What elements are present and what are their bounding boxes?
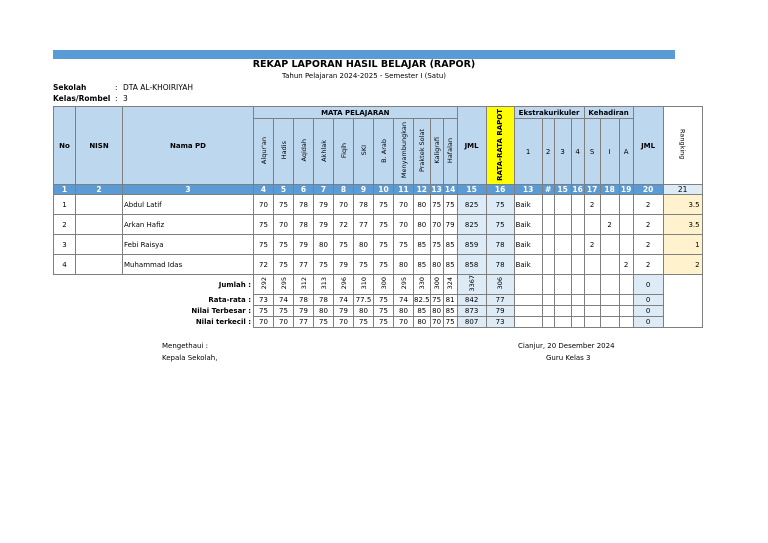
summary-row-terbesar (54, 306, 703, 317)
student-score: 79 (443, 215, 457, 235)
summary-score: 74 (334, 295, 354, 306)
student-nisn (76, 195, 123, 215)
student-score: 75 (254, 235, 274, 255)
summary-score: 70 (254, 317, 274, 328)
column-number: 9 (354, 185, 374, 195)
student-score: 70 (254, 195, 274, 215)
student-no: 1 (54, 195, 76, 215)
header-subject: Hafalan (443, 119, 457, 185)
student-nisn (76, 255, 123, 275)
student-ekstra-4 (571, 215, 584, 235)
summary-score: 75 (314, 317, 334, 328)
report-title: REKAP LAPORAN HASIL BELAJAR (RAPOR) (252, 59, 476, 70)
summary-empty (542, 306, 554, 317)
summary-empty (514, 306, 542, 317)
column-number: 17 (584, 185, 600, 195)
summary-empty (619, 295, 633, 306)
summary-empty (554, 275, 571, 295)
summary-empty (542, 317, 554, 328)
student-score: 75 (354, 255, 374, 275)
column-number: 16 (572, 185, 583, 194)
summary-score: 77 (294, 317, 314, 328)
summary-empty (584, 306, 600, 317)
column-number: 15 (457, 185, 486, 195)
header-ekstra-col: 2 (542, 119, 554, 185)
header-nisn: NISN (76, 107, 123, 185)
summary-score: 80 (414, 317, 431, 328)
column-number: 2 (76, 185, 123, 195)
student-ekstra-1: Baik (514, 235, 542, 255)
student-ekstra-2 (542, 215, 554, 235)
report-subtitle: Tahun Pelajaran 2024-2025 - Semester I (Satu) (282, 72, 446, 80)
header-rangking: Rangking (663, 107, 702, 185)
student-izin (600, 235, 619, 255)
student-score: 79 (334, 255, 354, 275)
student-score: 80 (430, 255, 443, 275)
student-izin: 2 (600, 215, 619, 235)
student-alpa: 2 (619, 255, 633, 275)
student-score: 80 (414, 215, 431, 235)
column-number: 7 (314, 185, 334, 195)
summary-score: 80 (430, 306, 443, 317)
student-score: 75 (334, 235, 354, 255)
summary-rata: 73 (486, 317, 514, 328)
student-score: 75 (274, 255, 294, 275)
header-subject: Hadis (274, 119, 294, 185)
summary-score: 81 (443, 295, 457, 306)
footer-kepala-sekolah: Kepala Sekolah, (162, 354, 218, 362)
header-kehadiran-col: I (600, 119, 619, 185)
summary-jml: 842 (457, 295, 486, 306)
student-ekstra-1: Baik (514, 195, 542, 215)
class-value: 3 (123, 94, 128, 103)
header-accent-bar (53, 50, 675, 59)
column-number: 21 (663, 185, 702, 195)
student-name: Arkan Hafiz (123, 215, 254, 235)
summary-score: 75 (274, 306, 294, 317)
student-rata: 75 (486, 195, 514, 215)
column-number: 8 (334, 185, 354, 195)
student-nisn (76, 215, 123, 235)
student-rata: 78 (486, 235, 514, 255)
summary-jml: 873 (457, 306, 486, 317)
student-jml: 859 (457, 235, 486, 255)
header-subject: Kaligrafi (430, 119, 443, 185)
summary-label: Jumlah : (218, 280, 251, 289)
column-number: 5 (274, 185, 294, 195)
student-ekstra-4 (571, 195, 584, 215)
student-alpa (619, 215, 633, 235)
student-name: Febi Raisya (123, 235, 254, 255)
header-kehadiran-col: A (619, 119, 633, 185)
summary-score: 70 (274, 317, 294, 328)
student-score: 80 (414, 195, 431, 215)
summary-empty (542, 295, 554, 306)
header-jml-kehadiran: JML (633, 107, 663, 185)
summary-empty (619, 317, 633, 328)
student-score: 78 (294, 195, 314, 215)
student-row (54, 235, 703, 255)
summary-empty (571, 306, 584, 317)
header-subject: Aqidah (294, 119, 314, 185)
header-jml: JML (457, 107, 486, 185)
footer-place-date: Cianjur, 20 Desember 2024 (518, 342, 615, 350)
header-mata-pelajaran: MATA PELAJARAN (254, 107, 458, 119)
summary-score: 79 (294, 306, 314, 317)
student-score: 70 (334, 195, 354, 215)
summary-empty (554, 317, 571, 328)
student-score: 80 (314, 235, 334, 255)
school-separator: : (115, 83, 118, 92)
summary-score: 85 (443, 306, 457, 317)
student-no: 2 (54, 215, 76, 235)
header-subject: Akhlak (314, 119, 334, 185)
summary-empty (600, 306, 619, 317)
student-score: 85 (414, 255, 431, 275)
student-score: 85 (443, 235, 457, 255)
column-number: 6 (294, 185, 314, 195)
student-ekstra-2 (542, 195, 554, 215)
student-score: 79 (294, 235, 314, 255)
student-jml-kehadiran: 2 (633, 215, 663, 235)
student-score: 79 (314, 215, 334, 235)
summary-score: 75 (374, 306, 394, 317)
student-ekstra-3 (554, 195, 571, 215)
student-score: 80 (354, 235, 374, 255)
student-no: 3 (54, 235, 76, 255)
student-rangking: 3.5 (663, 215, 702, 235)
summary-score: 75 (443, 317, 457, 328)
column-number: 10 (374, 185, 394, 195)
student-name: Muhammad Idas (123, 255, 254, 275)
student-score: 75 (430, 195, 443, 215)
student-score: 85 (414, 235, 431, 255)
student-rangking: 1 (663, 235, 702, 255)
student-score: 70 (274, 215, 294, 235)
summary-empty (600, 317, 619, 328)
column-number: 18 (600, 185, 619, 195)
student-izin (600, 255, 619, 275)
summary-row-rata-rata (54, 295, 703, 306)
summary-jml-kehadiran: 0 (633, 306, 663, 317)
summary-rata: 79 (486, 306, 514, 317)
student-score: 75 (374, 195, 394, 215)
student-score: 70 (394, 195, 414, 215)
student-jml: 858 (457, 255, 486, 275)
summary-score: 85 (414, 306, 431, 317)
footer-mengetahui: Mengethaui : (162, 342, 208, 350)
column-number: 14 (444, 185, 456, 194)
summary-score: 78 (294, 295, 314, 306)
summary-label: Nilai terkecil : (195, 318, 251, 326)
summary-rangking-empty (663, 275, 702, 328)
header-row-1 (54, 107, 703, 119)
summary-row-terkecil (54, 317, 703, 328)
student-score: 77 (294, 255, 314, 275)
student-score: 75 (314, 255, 334, 275)
summary-score: 296 (334, 275, 354, 295)
header-ekstra-col: 3 (554, 119, 571, 185)
student-jml: 825 (457, 215, 486, 235)
summary-score: 79 (334, 306, 354, 317)
summary-score: 73 (254, 295, 274, 306)
student-sakit: 2 (584, 195, 600, 215)
student-rata: 78 (486, 255, 514, 275)
student-jml-kehadiran: 2 (633, 235, 663, 255)
summary-score: 295 (394, 275, 414, 295)
summary-score: 70 (394, 317, 414, 328)
column-number: 16 (486, 185, 514, 195)
student-sakit (584, 215, 600, 235)
summary-jml-kehadiran: 0 (633, 275, 663, 295)
summary-score: 300 (430, 275, 443, 295)
column-number: 12 (414, 185, 431, 195)
student-alpa (619, 235, 633, 255)
student-no: 4 (54, 255, 76, 275)
student-rangking: 2 (663, 255, 702, 275)
column-number: 13 (514, 185, 542, 195)
summary-score: 77.5 (354, 295, 374, 306)
header-ekstrakurikuler: Ekstrakurikuler (514, 107, 584, 119)
summary-empty (571, 295, 584, 306)
student-score: 85 (443, 255, 457, 275)
student-score: 75 (443, 195, 457, 215)
summary-empty (619, 306, 633, 317)
header-subject: Fiqih (334, 119, 354, 185)
student-score: 80 (394, 255, 414, 275)
summary-empty (554, 306, 571, 317)
summary-label: Nilai Terbesar : (191, 307, 251, 315)
student-score: 75 (274, 195, 294, 215)
summary-score: 330 (414, 275, 431, 295)
summary-score: 75 (374, 295, 394, 306)
student-ekstra-2 (542, 255, 554, 275)
student-rata: 75 (486, 215, 514, 235)
student-ekstra-3 (554, 215, 571, 235)
column-number: 3 (123, 185, 254, 195)
header-kehadiran-col: S (584, 119, 600, 185)
student-ekstra-1: Baik (514, 215, 542, 235)
summary-empty (571, 317, 584, 328)
summary-label: Rata-rata : (208, 296, 251, 304)
summary-empty (619, 275, 633, 295)
student-sakit: 2 (584, 235, 600, 255)
summary-score: 75 (430, 295, 443, 306)
student-score: 75 (254, 215, 274, 235)
class-label: Kelas/Rombel (53, 94, 111, 103)
summary-score: 292 (254, 275, 274, 295)
summary-score: 313 (314, 275, 334, 295)
header-ekstra-col: 4 (571, 119, 584, 185)
student-score: 70 (430, 215, 443, 235)
summary-jml-kehadiran: 0 (633, 317, 663, 328)
column-number: 19 (620, 185, 632, 194)
header-subject: B. Arab (374, 119, 394, 185)
summary-score: 312 (294, 275, 314, 295)
header-subject: SKI (354, 119, 374, 185)
footer-guru-kelas: Guru Kelas 3 (546, 354, 591, 362)
summary-row-jumlah (54, 275, 703, 295)
column-number: 15 (554, 185, 571, 195)
student-score: 72 (334, 215, 354, 235)
student-ekstra-1: Baik (514, 255, 542, 275)
header-subject: Alqur'an (254, 119, 274, 185)
student-ekstra-3 (554, 235, 571, 255)
summary-score: 82.5 (414, 296, 430, 304)
student-row (54, 255, 703, 275)
summary-rata: 77 (486, 295, 514, 306)
summary-score: 70 (430, 317, 443, 328)
summary-score: 75 (254, 306, 274, 317)
school-info (53, 83, 193, 92)
student-score: 79 (314, 195, 334, 215)
school-value: DTA AL-KHOIRIYAH (123, 83, 194, 92)
student-score: 75 (274, 235, 294, 255)
summary-empty (584, 317, 600, 328)
student-ekstra-3 (554, 255, 571, 275)
student-ekstra-2 (542, 235, 554, 255)
summary-score: 80 (394, 306, 414, 317)
student-izin (600, 195, 619, 215)
summary-empty (542, 275, 554, 295)
student-jml-kehadiran: 2 (633, 195, 663, 215)
summary-score: 75 (354, 317, 374, 328)
header-kehadiran: Kehadiran (584, 107, 633, 119)
student-rangking: 3.5 (663, 195, 702, 215)
summary-empty (600, 295, 619, 306)
column-number-row (54, 185, 703, 195)
student-score: 78 (354, 195, 374, 215)
student-score: 75 (394, 235, 414, 255)
header-subject: Menyambungkan (394, 119, 414, 185)
summary-jml: 3367 (457, 275, 486, 295)
header-ekstra-col: 1 (514, 119, 542, 185)
summary-score: 295 (274, 275, 294, 295)
class-separator: : (115, 94, 118, 103)
student-nisn (76, 235, 123, 255)
student-row (54, 195, 703, 215)
summary-empty (600, 275, 619, 295)
report-table (53, 106, 703, 328)
column-number: 4 (254, 185, 274, 195)
class-info (53, 94, 128, 103)
summary-empty (514, 275, 542, 295)
student-score: 77 (354, 215, 374, 235)
student-name: Abdul Latif (123, 195, 254, 215)
header-no: No (54, 107, 76, 185)
school-label: Sekolah (53, 83, 87, 92)
summary-score: 80 (314, 306, 334, 317)
summary-empty (571, 275, 584, 295)
summary-score: 80 (354, 306, 374, 317)
summary-score: 324 (443, 275, 457, 295)
student-score: 72 (254, 255, 274, 275)
student-score: 75 (374, 255, 394, 275)
student-row (54, 215, 703, 235)
summary-score: 75 (374, 317, 394, 328)
summary-empty (514, 295, 542, 306)
summary-empty (514, 317, 542, 328)
student-score: 75 (374, 215, 394, 235)
summary-score: 300 (374, 275, 394, 295)
header-rata-rata-rapot: RATA-RATA RAPOT (486, 107, 514, 185)
summary-jml-kehadiran: 0 (633, 295, 663, 306)
summary-empty (584, 295, 600, 306)
summary-score: 70 (334, 317, 354, 328)
summary-score: 310 (354, 275, 374, 295)
student-ekstra-4 (571, 235, 584, 255)
student-score: 75 (374, 235, 394, 255)
summary-empty (554, 295, 571, 306)
column-number: 20 (633, 185, 663, 195)
student-jml: 825 (457, 195, 486, 215)
student-score: 75 (430, 235, 443, 255)
summary-score: 74 (274, 295, 294, 306)
student-score: 70 (394, 215, 414, 235)
header-subject: Praktek Solat (414, 119, 431, 185)
summary-rata: 306 (486, 275, 514, 295)
student-score: 78 (294, 215, 314, 235)
summary-empty (584, 275, 600, 295)
student-sakit (584, 255, 600, 275)
column-number: # (542, 185, 554, 195)
report-table-body (54, 107, 703, 328)
summary-jml: 807 (457, 317, 486, 328)
column-number: 11 (394, 185, 414, 195)
summary-score: 78 (314, 295, 334, 306)
student-alpa (619, 195, 633, 215)
column-number: 1 (54, 185, 76, 195)
column-number: 13 (431, 185, 442, 194)
student-ekstra-4 (571, 255, 584, 275)
student-jml-kehadiran: 2 (633, 255, 663, 275)
summary-score: 74 (394, 295, 414, 306)
header-nama: Nama PD (123, 107, 254, 185)
